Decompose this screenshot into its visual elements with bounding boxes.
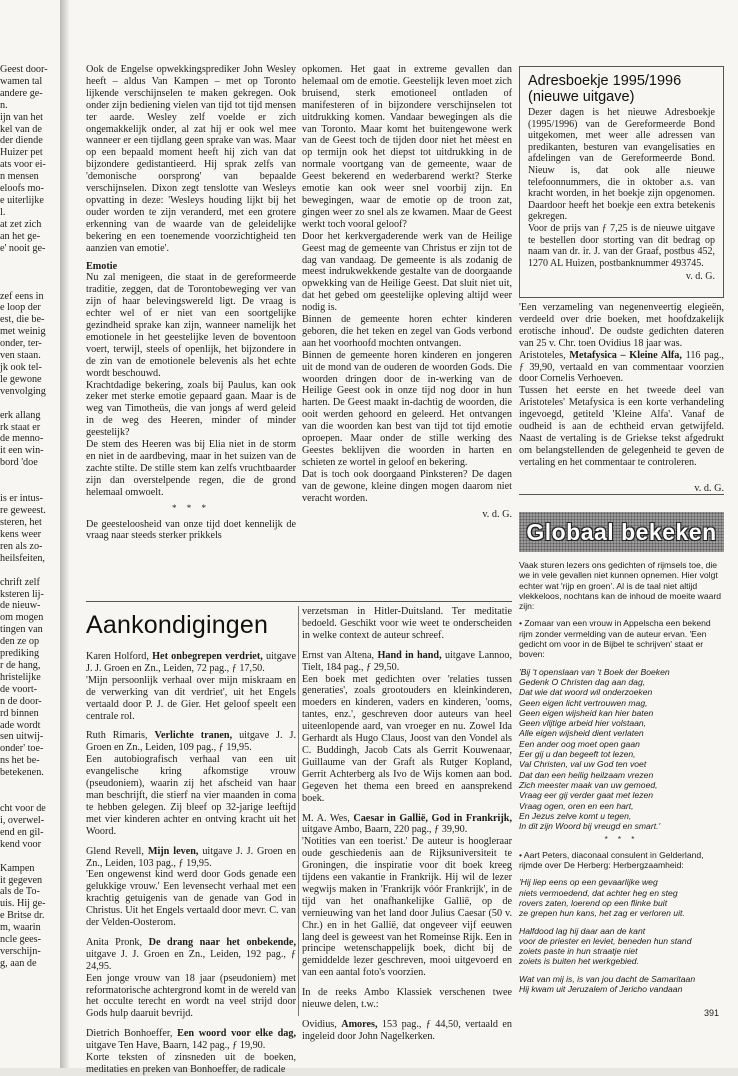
- text-fragment: [0, 565, 58, 577]
- announcement-title: Een woord voor elke dag,: [177, 1028, 296, 1040]
- text-fragment: der diende: [0, 135, 43, 147]
- article-paragraph: opkomen. Het gaat in extreme gevallen dan helemaal om de emotie. Geestelijk leven moet zich bruisend, sterk emotioneel ontladen of manifesteren of in bijzondere verschijnselen tot uitdrukking komen. Vandaar bewegingen als die van Toronto. Maar komt het buitengewone werk van de Geest toch de tijden door niet het mèest en op termijn ook het diepst tot uitdrukking in de normale voortgang van de gemeente, waar de Geest bekerend en wederbarend werkt? Sterke emotie kan ook weer snel voorbij zijn. En bewegingen, waar de emotie op de troon zat, gingen weer zo snel als ze kwamen. Maar de Geest werkt toch vooral geloof? Door het kerkvergaderende werk van de Heilige Geest mag de gemeente van Christus er zijn tot de dag van vandaag. De gemeente is als zodanig de meest indrukwekkende gestalte van de doorgaande opwekking van de Heilige Geest. Dat sluit niet uit, dat het gebed om geestelijke opleving altijd weer nodig is. Binnen de gemeente horen echter kinderen geboren, die het teken en zegel van Gods verbond aan het voorhoofd mochten ontvangen. Binnen de gemeente horen kinderen en jongeren uit de mond van de ouderen de woorden Gods. Die woorden dringen door de in-werking van de Heilige Geest ook in onze tijd nog door in hun harten. De Geest maakt in-dachtig de woorden, die ooit werden gehoord en geleerd. Het ontvangen van die woorden kan best van tijd tot tijd emotie oproepen. Maar onder de stille werking des Geestes beklijven die woorden in harten en schieten ze wortel in geloof en bekering. Dat is toch ook doorgaand Pinksteren? De dagen van de gewone, kleine dingen mogen daarom niet veracht worden.: [302, 64, 512, 504]
- announcement-details: uitgave Ten Have, Baarn, 142 pag., ƒ 19,90. Korte teksten of zinsneden uit de boeken, meditaties en preken van Bonhoeffer, de radicale: [86, 1040, 296, 1075]
- text-fragment: jk ook tel-: [0, 361, 42, 373]
- text-fragment: le gewone: [0, 373, 42, 385]
- text-fragment: [0, 851, 58, 863]
- text-fragment: verschijn-: [0, 946, 41, 957]
- text-fragment: [0, 267, 58, 279]
- announcement-item: [302, 987, 512, 1011]
- text-fragment: [0, 481, 58, 493]
- globaal-item-lead: • Aart Peters, diaconaal consulent in Gelderland, rijmde over De Herberg: Herbergzaamheid:: [519, 849, 704, 871]
- announcement-item: [86, 937, 296, 1020]
- text-fragment: r de hang,: [0, 659, 41, 671]
- book-review-column: [519, 302, 724, 495]
- text-fragment: at zet zich: [0, 218, 42, 230]
- text-fragment: ksteren lij-: [0, 588, 44, 600]
- article-paragraph: De geesteloosheid van onze tijd doet kennelijk de vraag naar steeds sterker prikkels: [86, 518, 296, 542]
- text-fragment: heilsfeiten,: [0, 552, 45, 564]
- section-rule: [86, 601, 512, 602]
- text-fragment: cht voor de: [0, 803, 46, 815]
- text-fragment: wamen tal: [0, 75, 43, 87]
- text-fragment: [0, 791, 58, 803]
- announcement-item: [302, 606, 512, 642]
- announcement-details: uitgave Ambo, Baarn, 220 pag., ƒ 39,90. 'Notities van een toerist.' De auteur is hoogleraar oude geschiedenis aan de Rijksuniversiteit te Groningen, die inspiratie voor dit boek kreeg tijdens een vakantie in Frankrijk. Hij wil de lezer wegwijs maken in 'Frankrijk vóór Frankrijk', in de tijd van het onafhankelijke Gallië, op de vernieuwing van het land door Julius Caesar (50 v. Chr.) en in het Gallië, dat ongeveer vijf eeuwen lang deel is geweest van het Romeinse Rijk. Een in principe wetenschappelijk boek, dicht bij de gemiddelde lezer geschreven, mooi uitgevoerd en van een aantal foto's voorzien.: [302, 824, 512, 979]
- text-fragment: l.: [0, 206, 6, 218]
- section-divider: * * *: [172, 502, 210, 513]
- text-fragment: e loop der: [0, 302, 41, 314]
- text-fragment: sen uitwij-: [0, 731, 44, 743]
- text-fragment: re geweest.: [0, 505, 46, 517]
- text-fragment: chrift zelf: [0, 576, 40, 588]
- announcement-item: [86, 846, 296, 929]
- text-fragment: e' nooit ge-: [0, 242, 46, 254]
- text-fragment: i, overwel-: [0, 814, 45, 826]
- announcement-title: Hand in hand,: [377, 649, 442, 661]
- text-fragment: [0, 779, 58, 791]
- article-column-2: [302, 64, 512, 520]
- announcement-title: Het onbegrepen verdriet,: [152, 651, 263, 662]
- globaal-poem: 'Hij liep eens op een gevaarlijke weg niets vermoedend, dat achter heg en steg rovers zaten, loerend op een flinke buit ze grepen hun kans, het zag er verloren uit.: [519, 877, 685, 919]
- announcement-author: Karen Holford,: [86, 651, 153, 662]
- text-fragment: de voort-: [0, 683, 38, 695]
- binding-shadow: [60, 0, 70, 1068]
- announcement-author: Dietrich Bonhoeffer,: [86, 1028, 178, 1040]
- article-paragraph: Nu zal menigeen, die staat in de gereformeerde traditie, zeggen, dat de Torontobeweging ver van zijn of haar belevingswereld ligt. De vraag is echter wel of er niet van een soortgelijke gezindheid sprake kan zijn, wanneer namelijk het emotionele in het geestelijke leven de boventoon voert, terwijl, steels of openlijk, het bijzondere in de zin van de emotionele belevenis als het echte wordt beschouwd. Krachtdadige bekering, zoals bij Paulus, kan ook zeker met sterke emotie gepaard gaan. Maar is de weg van Timotheüs, die van jongs af werd geleid in de weg des Heeren, minder of minder geestelijk? De stem des Heeren was bij Elia niet in de storm en niet in de aardbeving, maar in het suizen van de zachte stilte. De stille stem kan zelfs vruchtbaarder zijn dan overstelpende regen, die de grond helemaal omwoelt.: [86, 272, 296, 498]
- adresboekje-body: Dezer dagen is het nieuwe Adresboekje (1995/1996) van de Gereformeerde Bond uitgekomen, met weer alle adressen van predikanten, besturen van evangelisaties en afdelingen van de Gereformeerde Bond. Nieuw is, dat ook alle nieuwe telefoonnummers, die in oktober a.s. van kracht worden, in het boekje zijn opgenomen. Daardoor heeft het boekje een extra betekenis gekregen. Voor de prijs van ƒ 7,25 is de nieuwe uitgave te bestellen door storting van dit bedrag op naam van dr. ir. J. van der Graaf, postbus 452, 1270 AL Huizen, postbanknummer 493745.: [528, 107, 715, 269]
- left-page-fragment-column: [0, 64, 58, 970]
- adresboekje-title: Adresboekje 1995/1996 (nieuwe uitgave): [528, 73, 682, 105]
- text-fragment: de nieuw-: [0, 600, 41, 612]
- text-fragment: ats voor ei-: [0, 159, 46, 171]
- text-fragment: ncle gees-: [0, 934, 42, 946]
- text-fragment: rd binnen: [0, 707, 39, 719]
- text-fragment: end en gil-: [0, 826, 44, 838]
- text-fragment: [0, 398, 58, 410]
- text-fragment: an het ge-: [0, 230, 41, 242]
- text-fragment: ns het be-: [0, 755, 40, 767]
- announcement-author: Ruth Rimaris,: [86, 730, 155, 742]
- author-signature: v. d. G.: [482, 508, 512, 520]
- aankondigingen-title: Aankondigingen: [86, 611, 269, 639]
- announcement-details: uitgave Lannoo, Tielt, 184 pag., ƒ 29,50. Een boek met gedichten over 'relaties tussen generaties', zoals grootouders en kleinkinderen, moeders en kinderen, vaders en kinderen, 'ooms, tantes, enz.', geschreven door auteurs van heel uiteenlopende aard, van vroeger en nu. Zowel Ida Gerhardt als Hugo Claus, Joost van den Vondel als C. Buddingh, Jacob Cats als Gerrit Kouwenaar, Guillaume van der Graft als Rutger Kopland, Gerrit Achterberg als Ivo de Wijs komen aan bod. Gegeven het thema een breed en aansprekend boek.: [302, 649, 513, 804]
- text-fragment: g, aan de: [0, 957, 37, 969]
- announcement-details: In de reeks Ambo Klassiek verschenen twee nieuwe delen, t.w.:: [302, 987, 512, 1011]
- text-fragment: als de To-: [0, 886, 40, 898]
- text-fragment: e Britse dr.: [0, 910, 45, 922]
- announcement-item: [86, 1028, 296, 1076]
- announcement-details: verzetsman in Hitler-Duitsland. Ter meditatie bedoeld. Geschikt voor wie weet te onderscheiden in welke context de auteur schreef.: [302, 606, 512, 641]
- text-fragment: n de door-: [0, 695, 42, 707]
- review-author: Aristoteles,: [519, 349, 570, 361]
- text-fragment: met weinig: [0, 326, 46, 338]
- globaal-intro: Vaak sturen lezers ons gedichten of rijmsels toe, die we in vele gevallen niet kunnen opnemen. Hier volgt echter wat 'rijp en groen'. Al is de taal niet altijd vlekkeloos, nochtans kan de inhoud de moeite waard zijn:: [519, 560, 722, 612]
- page-number: 391: [704, 1008, 720, 1018]
- announcement-item: [302, 813, 512, 980]
- globaal-bekeken-column: [519, 560, 724, 994]
- text-fragment: it gegeven: [0, 874, 43, 886]
- article-paragraph: Ook de Engelse opwekkingsprediker John Wesley heeft – aldus Van Kampen – met op Toronto lijkende verschijnselen te maken gekregen. Ook onder zijn bediening vielen van tijd tot tijd mensen ter aarde. Wesley zelf voelde er zich ongemakkelijk onder, al zat hij er ook wel mee wanneer er een tijdlang geen sprake van was. Maar op een bepaald moment heeft hij zich van dat bijzondere gedistantieerd. Hij sprak zelfs van 'demonische oorsprong' van bepaalde verschijnselen. Dixon zegt tenslotte van Wesleys opvatting in deze: 'Wesleys houding lijkt bij het ouder worden te zijn veranderd, met een grotere erkenning van de waarde van de geleidelijke bekering en een toenemende voorzichtigheid ten aanzien van emotie'.: [86, 64, 296, 254]
- aankondigingen-column-2: [302, 606, 512, 1043]
- adresboekje-box: [519, 66, 724, 298]
- adresboekje-signature: v. d. G.: [685, 271, 715, 283]
- article-column-1: [86, 64, 296, 542]
- text-fragment: andere ge-: [0, 87, 43, 99]
- text-fragment: om mogen: [0, 612, 44, 624]
- announcement-title: Verlichte tranen,: [154, 730, 233, 742]
- review-title: Metafysica – Kleine Alfa,: [569, 349, 682, 361]
- review-item: [519, 350, 724, 469]
- text-fragment: de menno-: [0, 433, 44, 445]
- text-fragment: eloofs mo-: [0, 183, 44, 195]
- text-fragment: n.: [0, 99, 8, 111]
- globaal-poem: Wat van mij is, is van jou dacht de Samaritaan Hij kwam uit Jeruzalem of Jericho vandaan: [519, 973, 696, 994]
- text-fragment: uis. Hij ge-: [0, 898, 46, 910]
- announcement-item: [302, 650, 512, 805]
- text-fragment: kens weer: [0, 528, 42, 540]
- announcement-title: Amores,: [341, 1019, 378, 1030]
- review-paragraph: 'Een verzameling van negenenveertig elegieën, verdeeld over drie boeken, met hoofdzakelijk erotische inhoud'. De oudste gedichten dateren van 25 v. Chr. toen Ovidius 18 jaar was.: [519, 302, 724, 349]
- text-fragment: ren als zo-: [0, 540, 43, 552]
- text-fragment: kel van de: [0, 123, 42, 135]
- text-fragment: onder' toe-: [0, 743, 44, 755]
- text-fragment: prediking: [0, 648, 40, 660]
- text-fragment: betekenen.: [0, 767, 44, 779]
- announcement-details: uitgave J. J. Groen en Zn., Leiden, 109 pag., ƒ 19,95. Een autobiografisch verhaal van een uit evangelische kring afkomstige vrouw (pseudoniem), waarin zij het afscheid van haar man beschrijft, die stierf na vier maanden in coma te hebben gelegen. Zij bleef op 32-jarige leeftijd met vier kinderen achter en ontving kracht uit het Woord.: [86, 730, 296, 837]
- text-fragment: n mensen: [0, 171, 39, 183]
- announcement-title: Mijn leven,: [147, 845, 199, 857]
- text-fragment: is er intus-: [0, 493, 44, 505]
- text-fragment: rk staat er: [0, 421, 41, 433]
- text-fragment: hristelijke: [0, 671, 41, 683]
- text-fragment: it een win-: [0, 445, 44, 457]
- announcement-item: [86, 730, 296, 837]
- globaal-bekeken-title: Globaal bekeken: [526, 518, 717, 545]
- announcement-title: De drang naar het onbekende,: [148, 936, 296, 948]
- globaal-item-lead: • Zomaar van een vrouw in Appelscha een bekend rijm zonder vermelding van de auteur ervan. 'Een gedicht om voor in de Bijbel te schrijven' staat er boven:: [519, 618, 711, 660]
- text-fragment: bord 'doe: [0, 457, 38, 469]
- announcement-details: 153 pag., ƒ 44,50, vertaald en ingeleid door John Nagelkerken.: [302, 1019, 512, 1042]
- text-fragment: est, die be-: [0, 314, 45, 326]
- text-fragment: steren, het: [0, 517, 42, 528]
- globaal-bekeken-banner: [519, 512, 724, 552]
- announcement-details: uitgave J. J. Groen en Zn., Leiden, 103 pag., ƒ 19,95. 'Een ongewenst kind werd door Gods genade een gelukkige vrouw.' Een levensecht verhaal met een krachtig getuigenis van de genade van God in Christus. Uit het Engels vertaald door mevr. C. van der Velden-Oosterom.: [86, 845, 297, 929]
- announcement-item: [86, 651, 296, 722]
- text-fragment: Geest door-: [0, 64, 48, 75]
- column-rule: [298, 606, 299, 1016]
- announcement-author: Anita Pronk,: [86, 936, 149, 948]
- announcement-author: M. A. Wes,: [302, 812, 354, 824]
- text-fragment: [0, 469, 58, 481]
- text-fragment: venvolging: [0, 385, 46, 397]
- announcement-title: Caesar in Gallië, God in Frankrijk,: [353, 812, 512, 824]
- text-fragment: tingen van: [0, 624, 43, 636]
- author-signature: v. d. G.: [694, 482, 724, 494]
- text-fragment: onder, ter-: [0, 338, 42, 350]
- announcement-author: Ovidius,: [302, 1019, 342, 1030]
- text-fragment: m, waarin: [0, 922, 41, 934]
- globaal-poem: Halfdood lag hij daar aan de kant voor de priester en leviet, beneden hun stand zoiets paste in hun straatje niet zoiets is buiten het werkgebied.: [519, 925, 692, 967]
- aankondigingen-column-1: [86, 651, 296, 1076]
- review-details: 116 pag., ƒ 39,90, vertaald en van commentaar voorzien door Cornelis Verhoeven. Tussen het eerste en het tweede deel van Aristoteles' Metafysica is een korte verhandeling ingevoegd, getiteld 'Kleine Alfa'. Vanaf de oudheid is aan de echtheid ervan getwijfeld. Naast de vertaling is de Griekse tekst afgedrukt om belangstellenden de gelegenheid te geven de vertaling en het commentaar te controleren.: [519, 349, 724, 468]
- text-fragment: den ze op: [0, 636, 40, 648]
- text-fragment: ijn van het: [0, 111, 44, 123]
- text-fragment: zef eens in: [0, 290, 44, 302]
- announcement-details: uitgave J. J. Groen en Zn., Leiden, 192 pag., ƒ 24,95. Een jonge vrouw van 18 jaar (pseudoniem) met reformatorische achtergrond komt in de wereld van het occulte terecht en wordt na veel strijd door Gods hulp daaruit bevrijd.: [86, 948, 296, 1020]
- text-fragment: erk allang: [0, 409, 41, 421]
- announcement-details: uitgave J. J. Groen en Zn., Leiden, 72 pag., ƒ 17,50. 'Mijn persoonlijk verhaal over mijn miskraam en de verwerking van dit verdriet', uit het Engels vertaald door P. J. de Gier. Het geloof speelt een centrale rol.: [86, 651, 296, 722]
- announcement-author: Ernst van Altena,: [302, 649, 378, 661]
- text-fragment: [0, 279, 58, 291]
- text-fragment: [0, 255, 58, 267]
- text-fragment: e uiterlijke: [0, 194, 44, 206]
- announcement-item: [302, 1019, 512, 1043]
- text-fragment: Huizer pet: [0, 147, 43, 159]
- text-fragment: ven staan.: [0, 350, 41, 362]
- section-divider: * * *: [604, 835, 639, 845]
- announcement-author: Glend Revell,: [86, 845, 148, 857]
- text-fragment: Kampen: [0, 862, 35, 874]
- text-fragment: kend voor: [0, 838, 42, 850]
- globaal-poem: 'Bij 't openslaan van 't Boek der Boeken Gedenk O Christen dag aan dag, Dat wie dat woord wil onderzoeken Geen eigen licht vertrouwen mag, Geen eigen wijsheid kan hier baten Geen vlijtige arbeid hier volstaan, Alle eigen wijsheid dient verlaten Een ander oog moet open gaan Eer gij u dan begeeft tot lezen, Val Christen, val uw God ten voet Dat dan een heilig heilzaam vrezen Zich meester maak van uw gemoed, Vraag eer gij verder gaat met lezen Vraag ogen, oren en een hart, En Jezus zelve komt u tegen, In dit zijn Woord bij vreugd en smart.': [519, 666, 670, 832]
- section-heading-emotie: Emotie: [86, 260, 118, 272]
- text-fragment: ade wordt: [0, 719, 41, 731]
- section-rule: [519, 494, 724, 495]
